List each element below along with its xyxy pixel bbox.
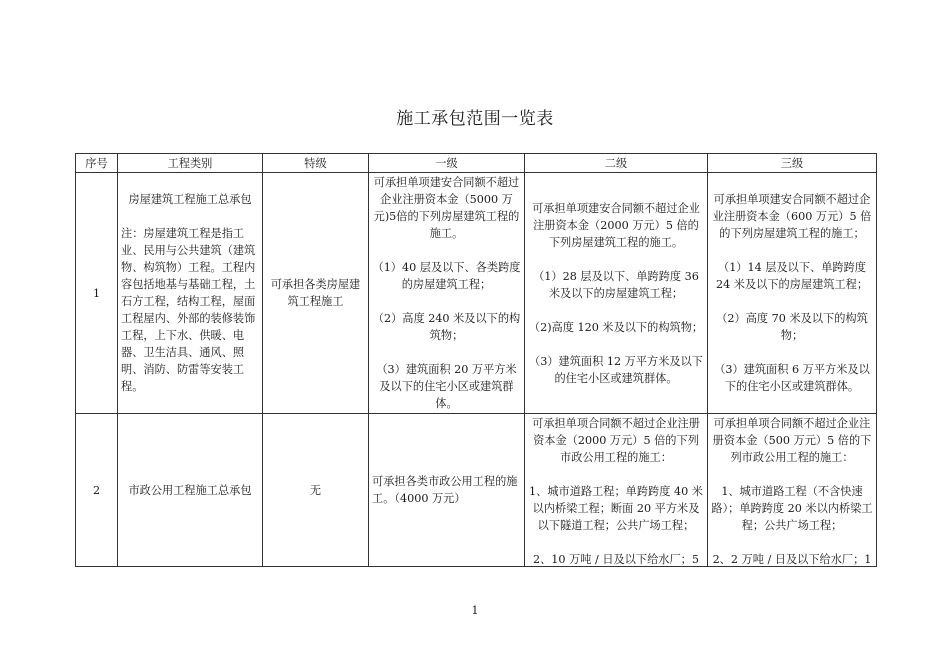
row-number: 2: [76, 414, 118, 567]
grade-1-cell: [369, 414, 525, 567]
grade-2-item: （3）建筑面积 12 万平方米及以下的住宅小区或建筑群体。: [529, 354, 703, 385]
contract-scope-table: [75, 153, 877, 567]
grade-1-item: （1）40 层及以下、各类跨度的房屋建筑工程；: [372, 261, 521, 291]
table-row: [76, 414, 877, 567]
grade-2-item: （2)高度 120 米及以下的构筑物；: [528, 320, 704, 334]
document-title: 施工承包范围一览表: [396, 109, 554, 129]
category-title: 房屋建筑工程施工总承包: [128, 193, 252, 206]
special-grade-cell: 可承担各类房屋建筑工程施工: [263, 173, 369, 414]
grade-3-intro: 可承担单项合同额不超过企业注册资本金（500 万元）5 倍的下列市政公用工程的施工：: [712, 417, 872, 464]
grade-2-item: 1、城市道路工程；单跨跨度 40 米以内桥梁工程；断面 20 平方米及以下隧道工程；公共广场工程；: [529, 485, 703, 532]
header-grade-2: 二级: [525, 154, 708, 173]
table-header-row: [76, 154, 877, 173]
grade-2-cell: [525, 173, 708, 414]
special-grade-cell: 无: [263, 414, 369, 567]
row-number: 1: [76, 173, 118, 414]
grade-2-item: 2、10 万吨 / 日及以下给水厂；5: [533, 553, 699, 565]
header-category: 工程类别: [118, 154, 263, 173]
header-no: 序号: [76, 154, 118, 173]
grade-3-item: （3）建筑面积 6 万平方米及以下的住宅小区或建筑群体。: [714, 363, 870, 393]
grade-1-intro: 可承担各类市政公用工程的施工。（4000 万元）: [372, 475, 518, 505]
header-grade-3: 三级: [708, 154, 877, 173]
grade-3-item: 2、2 万吨 / 日及以下给水厂；1: [712, 553, 872, 565]
header-grade-1: 一级: [369, 154, 525, 173]
grade-3-intro: 可承担单项建安合同额不超过企业注册资本金（600 万元）5 倍的下列房屋建筑工程的施工；: [712, 193, 872, 240]
grade-3-item: （2）高度 70 米及以下的构筑物；: [716, 312, 868, 342]
grade-3-cell: [708, 414, 877, 567]
page-number: 1: [471, 604, 479, 617]
category-cell: [118, 414, 263, 567]
grade-1-cell: [369, 173, 525, 414]
grade-3-item: 1、城市道路工程（不含快速路）；单跨跨度 20 米以内桥梁工程；公共广场工程；: [711, 485, 873, 532]
grade-2-cell: [525, 414, 708, 567]
category-cell: [118, 173, 263, 414]
grade-2-intro: 可承担单项合同额不超过企业注册资本金（2000 万元）5 倍的下列市政公用工程的施工：: [532, 417, 700, 464]
category-note: 注：房屋建筑工程是指工业、民用与公共建筑（建筑物、构筑物）工程。工程内容包括地基与基础工程，土石方工程，结构工程，屋面工程屋内、外部的装修装饰工程，上下水、供暖、电器、卫生洁具、通风、照明、消防、防雷等安装工程。: [121, 227, 256, 393]
grade-1-item: （3）建筑面积 20 万平方米及以下的住宅小区或建筑群体。: [376, 363, 517, 410]
table-row: [76, 173, 877, 414]
grade-2-item: （1）28 层及以下、单跨跨度 36 米及以下的房屋建筑工程；: [533, 269, 699, 300]
grade-1-intro: 可承担单项建安合同额不超过企业注册资本金（5000 万元)5倍的下列房屋建筑工程的施工。: [373, 176, 520, 240]
category-title: 市政公用工程施工总承包: [128, 483, 252, 497]
grade-1-item: （2）高度 240 米及以下的构筑物；: [372, 312, 521, 342]
grade-3-item: （1）14 层及以下、单跨跨度 24 米及以下的房屋建筑工程；: [715, 261, 869, 291]
grade-3-cell: [708, 173, 877, 414]
grade-2-intro: 可承担单项建安合同额不超过企业注册资本金（2000 万元）5 倍的下列房屋建筑工程的施工。: [532, 201, 700, 249]
header-special-grade: 特级: [263, 154, 369, 173]
